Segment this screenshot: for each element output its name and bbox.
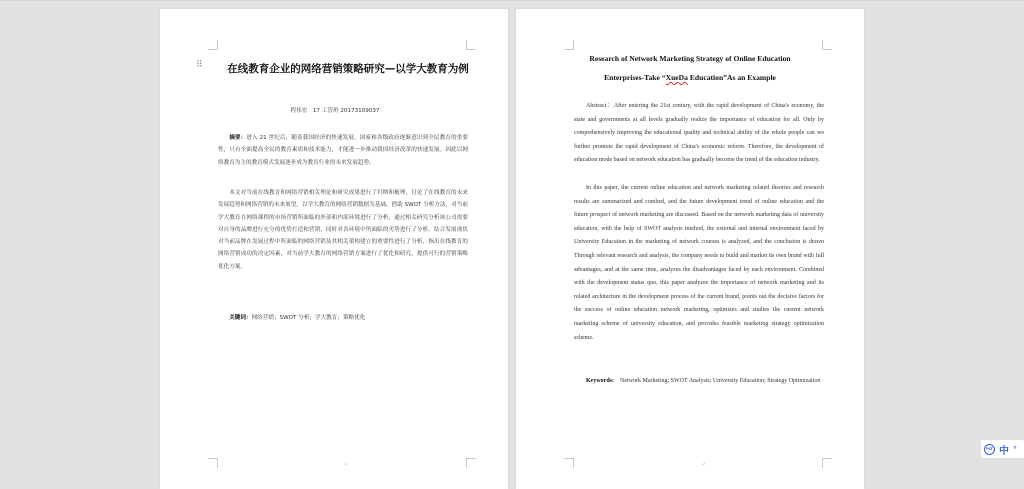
margin-corner-mark [466, 40, 476, 50]
margin-corner-mark [564, 458, 574, 468]
page-title: 在线教育企业的网络营销策略研究—以学大教育为例 [227, 63, 469, 75]
author-line: 程伟宏 17 工管班 20173109037 [290, 108, 380, 114]
document-page-2[interactable] [516, 9, 864, 489]
toolbar-bottom-edge [0, 0, 1024, 1]
keywords-paragraph[interactable] [574, 375, 824, 389]
abstract-text: 进入 21 世纪后，随着我国经济的快速发展，国家和各级政府逐渐意识到全民教育的重要性，只有全面提高全民的教育素质和技术能力，才能进一步推动我国经济改革的快速发展。因此以网络教育为主的教育模式发展逐步成为教育行业的未来发展趋势。 [218, 135, 468, 166]
margin-corner-mark [208, 40, 218, 50]
keywords-label: Keywords: [586, 378, 614, 384]
keywords-text: 网络营销；SWOT 分析；学大教育；策略优化 [251, 315, 366, 321]
title-text: Education”As an Example [687, 73, 776, 82]
body-paragraph[interactable]: In this paper, the current online education and network marketing related theories and research results are summarized and combed, and the future development trend of online education and the future prospect of network marketing are discussed. Based on the network marketing data of university education, with the help of SWOT analysis method, the external and internal environment faced by University Education in the marketing of network courses is analyzed, and the conclusion is drawn Through relevant research and analysis, the company needs to build and market its own brand with full advantages, and at the same time, analyzes the disadvantages faced by each environment. Combined with the development status quo, this paper analyzes the importance of network marketing and its related architecture in the development process of the current brand, points out the decisive factors for the success of online education network marketing, optimizes and studies the current network marketing scheme of university education, and provides feasible marketing strategy optimization scheme. [574, 185, 824, 341]
margin-corner-mark [466, 458, 476, 468]
margin-corner-mark [822, 458, 832, 468]
ime-punctuation-toggle[interactable]: ° [1013, 444, 1017, 454]
ime-language-toggle[interactable]: 中 [999, 445, 1009, 457]
input-method-indicator[interactable] [981, 440, 1024, 458]
keywords-paragraph[interactable] [218, 312, 468, 324]
english-title-line-2 [556, 73, 824, 82]
keywords-text: Network Marketing; SWOT Analysis; University Education; Strategy Optimization [620, 378, 821, 384]
margin-corner-mark [564, 40, 574, 50]
page-number: 2 [702, 461, 706, 466]
title-text: Enterprises-Take “ [604, 73, 666, 82]
page-number: 1 [344, 461, 348, 466]
margin-corner-mark [822, 40, 832, 50]
abstract-label: 摘要： [229, 135, 247, 141]
ime-logo-icon[interactable]: PLT [984, 444, 995, 455]
english-title-line-1: Research of Network Marketing Strategy of Online Education [589, 54, 791, 63]
abstract-label: Abstract： [586, 103, 614, 109]
body-paragraph[interactable]: 本文对当前在线教育和网络营销相关理论和研究成果进行了归纳和梳理，讨论了在线教育的未来发展趋势和网络营销的未来展望，以学大教育的网络营销数据为基础，借助 SWOT 分析方法，对当前学大教育在网络课程的市场营销所面临的外部和内部环境进行了分析，通过相关研究分析该公司需要对自身的品牌进行充分的优势打造和营销，同时对各环境中所面临的劣势进行了分析。结合发展现状对当前品牌在发展过程中所面临的网络营销及其相关架构建立的重要性进行了分析，指出在线教育的网络营销成功的决定因素，对当前学大教育的网络营销方案进行了优化和研究，提供可行的营销策略优化方案。 [218, 190, 468, 270]
spellcheck-flagged-word[interactable]: XueDa [665, 73, 688, 82]
document-page-1[interactable] [160, 9, 508, 489]
paragraph-drag-handle-icon[interactable]: ⠿ [196, 60, 203, 70]
abstract-paragraph[interactable] [574, 100, 824, 168]
abstract-paragraph[interactable] [218, 132, 468, 169]
abstract-text: After entering the 21st century, with the rapid development of China's economy, the state and governments at all levels gradually realize the importance of education for all. Only by comprehensively improving the educational quality and technical ability of the whole people can we further promote the rapid development of China's economic reform. Therefore, the development of education mode based on network education has gradually become the trend of the education industry. [574, 103, 825, 164]
keywords-label: 关键词： [229, 315, 252, 321]
margin-corner-mark [208, 458, 218, 468]
